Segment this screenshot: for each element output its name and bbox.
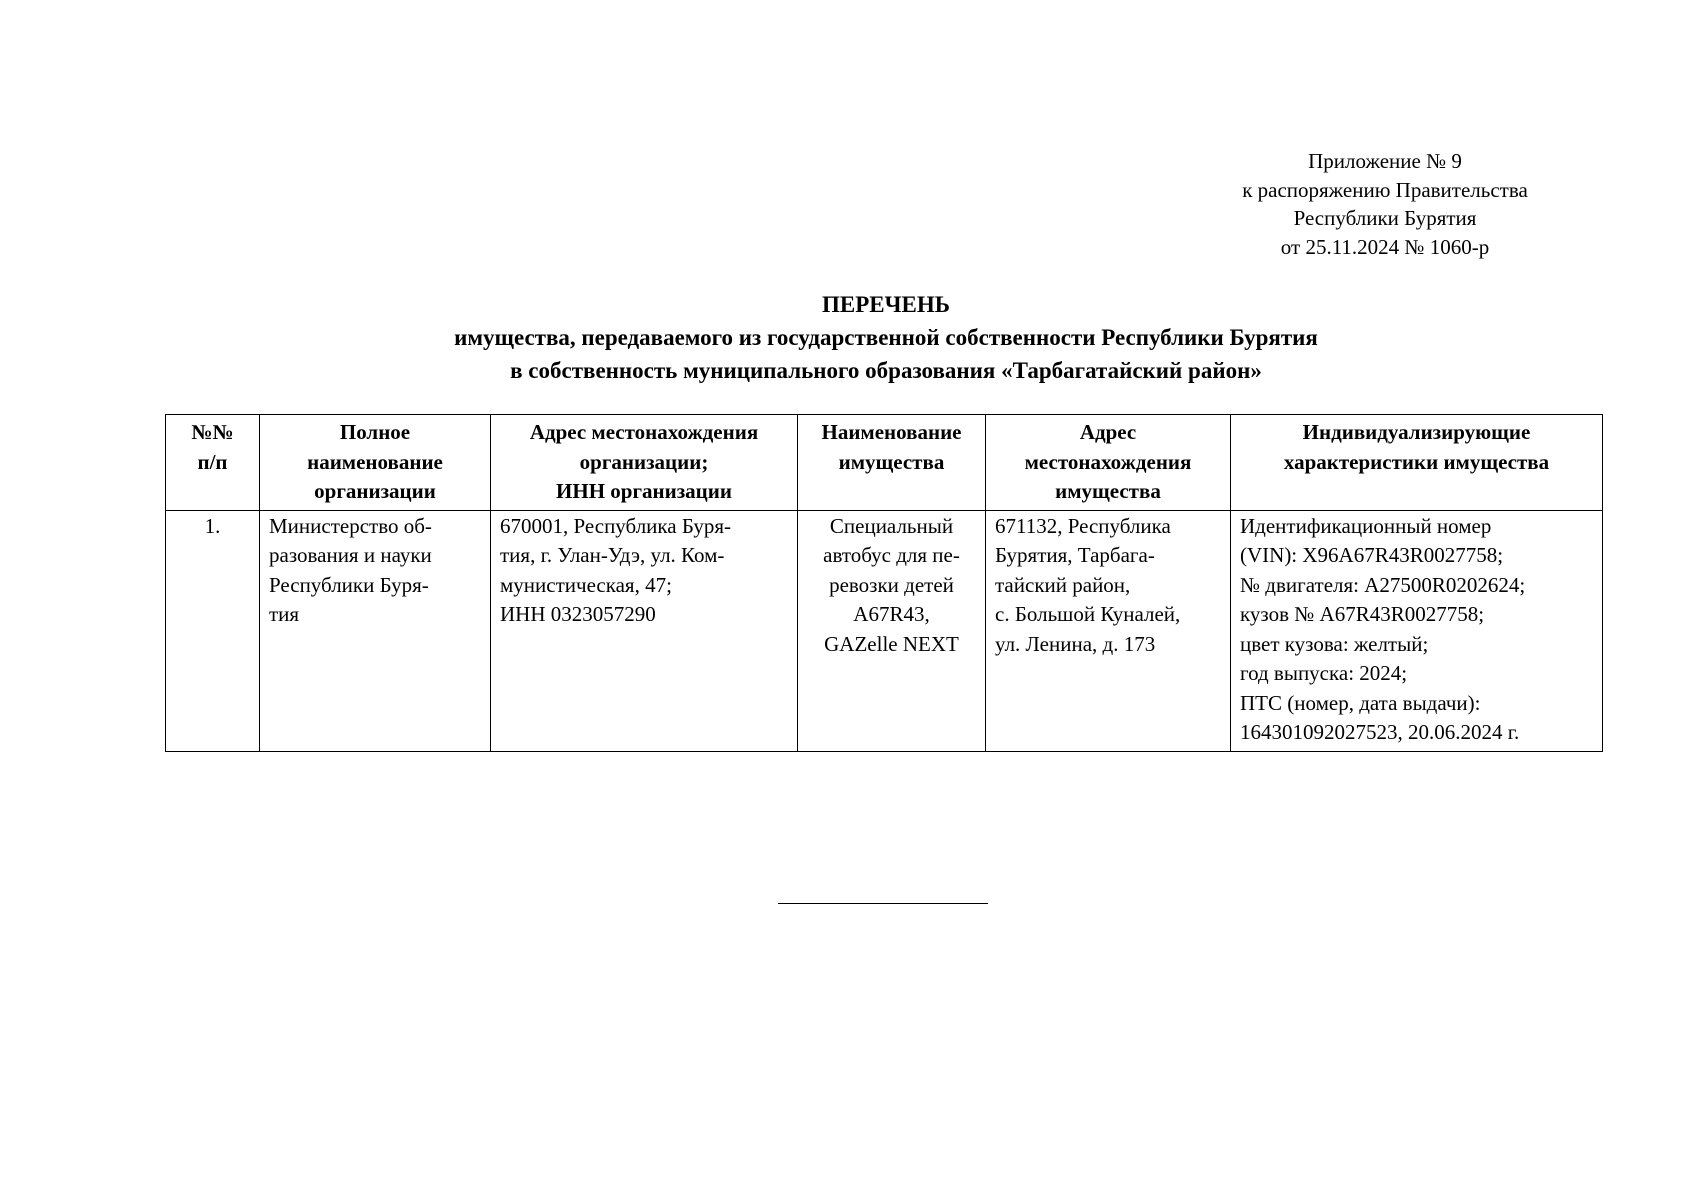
appendix-line: Республики Бурятия	[1293, 206, 1477, 230]
cell-org-name: Министерство об- разования и науки Республики Буря- тия	[260, 510, 491, 751]
appendix-line: Приложение № 9	[1308, 149, 1462, 173]
header-number: №№ п/п	[166, 415, 260, 511]
appendix-header	[1230, 147, 1540, 261]
title-heading: ПЕРЕЧЕНЬ	[822, 292, 950, 317]
appendix-line: к распоряжению Правительства	[1242, 177, 1528, 202]
header-characteristics: Индивидуализирующие характеристики имущества	[1231, 415, 1603, 511]
cell-number: 1.	[166, 510, 260, 751]
property-table	[165, 414, 1603, 752]
end-divider-line	[778, 903, 988, 904]
appendix-line: от 25.11.2024 № 1060-р	[1280, 234, 1490, 259]
table-row	[166, 510, 1603, 751]
cell-property-name: Специальный автобус для пе- ревозки детей А67R43, GAZelle NEXT	[798, 510, 986, 751]
title-line-2: в собственность муниципального образования «Тарбагатайский район»	[510, 358, 1262, 383]
header-org-name: Полное наименование организации	[260, 415, 491, 511]
header-property-name: Наименование имущества	[798, 415, 986, 511]
document-title	[160, 288, 1612, 387]
cell-property-address: 671132, Республика Бурятия, Тарбага- тайский район, с. Большой Куналей, ул. Ленина, д. 173	[986, 510, 1231, 751]
table-header-row	[166, 415, 1603, 511]
title-line-1: имущества, передаваемого из государственной собственности Республики Бурятия	[454, 325, 1318, 350]
cell-characteristics: Идентификационный номер (VIN): X96A67R43R0027758; № двигателя: A27500R0202624; кузов № А67R43R0027758; цвет кузова: желтый; год выпуска: 2024; ПТС (номер, дата выдачи): 164301092027523, 20.06.2024 г.	[1231, 510, 1603, 751]
header-org-address: Адрес местонахождения организации; ИНН организации	[491, 415, 798, 511]
cell-org-address: 670001, Республика Буря- тия, г. Улан-Удэ, ул. Ком- мунистическая, 47; ИНН 0323057290	[491, 510, 798, 751]
header-property-address: Адрес местонахождения имущества	[986, 415, 1231, 511]
